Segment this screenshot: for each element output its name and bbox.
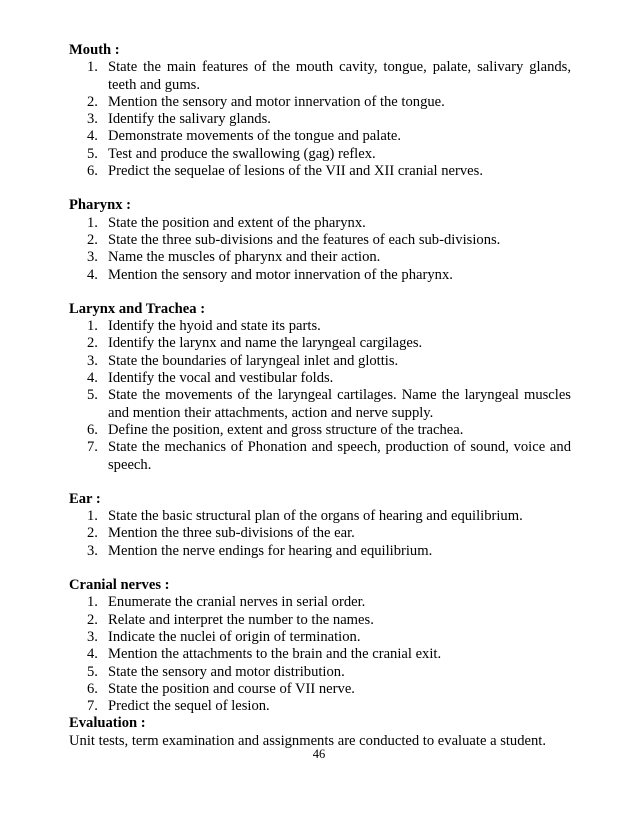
item-text: State the mechanics of Phonation and speech, production of sound, voice and speech. [108, 439, 571, 473]
item-number: 5. [87, 663, 98, 680]
section-mouth [69, 42, 571, 180]
item-text: Define the position, extent and gross structure of the trachea. [108, 421, 464, 438]
item-number: 4. [87, 266, 98, 283]
item-number: 1. [87, 214, 98, 231]
list-item [69, 646, 571, 663]
item-number: 4. [87, 370, 98, 387]
item-number: 2. [87, 611, 98, 628]
item-text: State the position and extent of the pharynx. [108, 214, 366, 231]
item-number: 4. [87, 646, 98, 663]
item-text: Enumerate the cranial nerves in serial order. [108, 594, 366, 611]
list-item [69, 370, 571, 387]
item-number: 3. [87, 111, 98, 128]
item-text: Indicate the nuclei of origin of termination. [108, 628, 361, 645]
list-item [69, 232, 571, 249]
item-number: 2. [87, 93, 98, 110]
section-larynx-trachea [69, 301, 571, 474]
objective-list [69, 215, 571, 284]
list-item [69, 163, 571, 180]
list-item [69, 439, 571, 474]
item-number: 3. [87, 628, 98, 645]
item-number: 3. [87, 542, 98, 559]
section-ear [69, 491, 571, 560]
item-number: 2. [87, 525, 98, 542]
item-text: Identify the salivary glands. [108, 111, 271, 128]
item-text: Mention the attachments to the brain and the cranial exit. [108, 646, 442, 663]
item-number: 1. [87, 318, 98, 335]
item-number: 7. [87, 698, 98, 715]
list-item [69, 525, 571, 542]
list-item [69, 353, 571, 370]
list-item [69, 335, 571, 352]
list-item [69, 612, 571, 629]
list-item [69, 267, 571, 284]
item-text: Test and produce the swallowing (gag) reflex. [108, 145, 376, 162]
item-text: Mention the nerve endings for hearing and equilibrium. [108, 542, 433, 559]
item-number: 3. [87, 249, 98, 266]
list-item [69, 681, 571, 698]
list-item [69, 128, 571, 145]
item-number: 5. [87, 387, 98, 404]
section-heading: Evaluation : [69, 715, 146, 732]
list-item [69, 249, 571, 266]
item-text: State the main features of the mouth cavity, tongue, palate, salivary glands, teeth and gums. [108, 59, 571, 93]
item-text: Identify the hyoid and state its parts. [108, 318, 321, 335]
objective-list [69, 59, 571, 180]
list-item [69, 111, 571, 128]
item-number: 2. [87, 335, 98, 352]
list-item [69, 318, 571, 335]
section-evaluation [69, 715, 571, 750]
item-text: Predict the sequel of lesion. [108, 698, 270, 715]
section-cranial-nerves [69, 577, 571, 715]
item-text: State the three sub-divisions and the features of each sub-divisions. [108, 231, 501, 248]
list-item [69, 146, 571, 163]
item-number: 1. [87, 594, 98, 611]
item-number: 5. [87, 145, 98, 162]
evaluation-text: Unit tests, term examination and assignments are conducted to evaluate a student. [69, 732, 546, 749]
item-text: Mention the sensory and motor innervation of the tongue. [108, 93, 445, 110]
page-number: 46 [312, 747, 326, 761]
item-number: 6. [87, 421, 98, 438]
item-number: 6. [87, 680, 98, 697]
section-heading: Larynx and Trachea : [69, 300, 206, 317]
list-item [69, 59, 571, 94]
list-item [69, 94, 571, 111]
item-number: 4. [87, 128, 98, 145]
item-text: Name the muscles of pharynx and their action. [108, 249, 381, 266]
item-text: Identify the vocal and vestibular folds. [108, 370, 334, 387]
objective-list [69, 508, 571, 560]
item-number: 1. [87, 508, 98, 525]
item-text: State the basic structural plan of the organs of hearing and equilibrium. [108, 508, 523, 525]
item-text: State the boundaries of laryngeal inlet and glottis. [108, 352, 399, 369]
section-heading: Ear : [69, 490, 101, 507]
item-number: 3. [87, 352, 98, 369]
list-item [69, 664, 571, 681]
list-item [69, 594, 571, 611]
item-number: 2. [87, 231, 98, 248]
item-text: Predict the sequelae of lesions of the VII and XII cranial nerves. [108, 163, 483, 180]
section-heading: Cranial nerves : [69, 577, 170, 594]
list-item [69, 629, 571, 646]
item-text: Mention the sensory and motor innervation of the pharynx. [108, 266, 453, 283]
list-item [69, 422, 571, 439]
item-text: Demonstrate movements of the tongue and palate. [108, 128, 402, 145]
item-text: Identify the larynx and name the laryngeal cargilages. [108, 335, 423, 352]
list-item [69, 508, 571, 525]
list-item [69, 387, 571, 422]
section-pharynx [69, 197, 571, 283]
section-heading: Pharynx : [69, 197, 132, 214]
item-text: State the position and course of VII nerve. [108, 680, 355, 697]
objective-list [69, 318, 571, 474]
list-item [69, 215, 571, 232]
objective-list [69, 594, 571, 715]
section-heading: Mouth : [69, 42, 120, 58]
list-item [69, 543, 571, 560]
list-item [69, 698, 571, 715]
item-number: 7. [87, 439, 98, 456]
item-number: 6. [87, 163, 98, 180]
item-text: Relate and interpret the number to the names. [108, 611, 374, 628]
document-page [69, 42, 571, 750]
item-text: State the movements of the laryngeal cartilages. Name the laryngeal muscles and mention their attachments, action and nerve supply. [108, 387, 571, 421]
item-text: State the sensory and motor distribution. [108, 663, 345, 680]
item-text: Mention the three sub-divisions of the ear. [108, 525, 355, 542]
item-number: 1. [87, 59, 98, 76]
